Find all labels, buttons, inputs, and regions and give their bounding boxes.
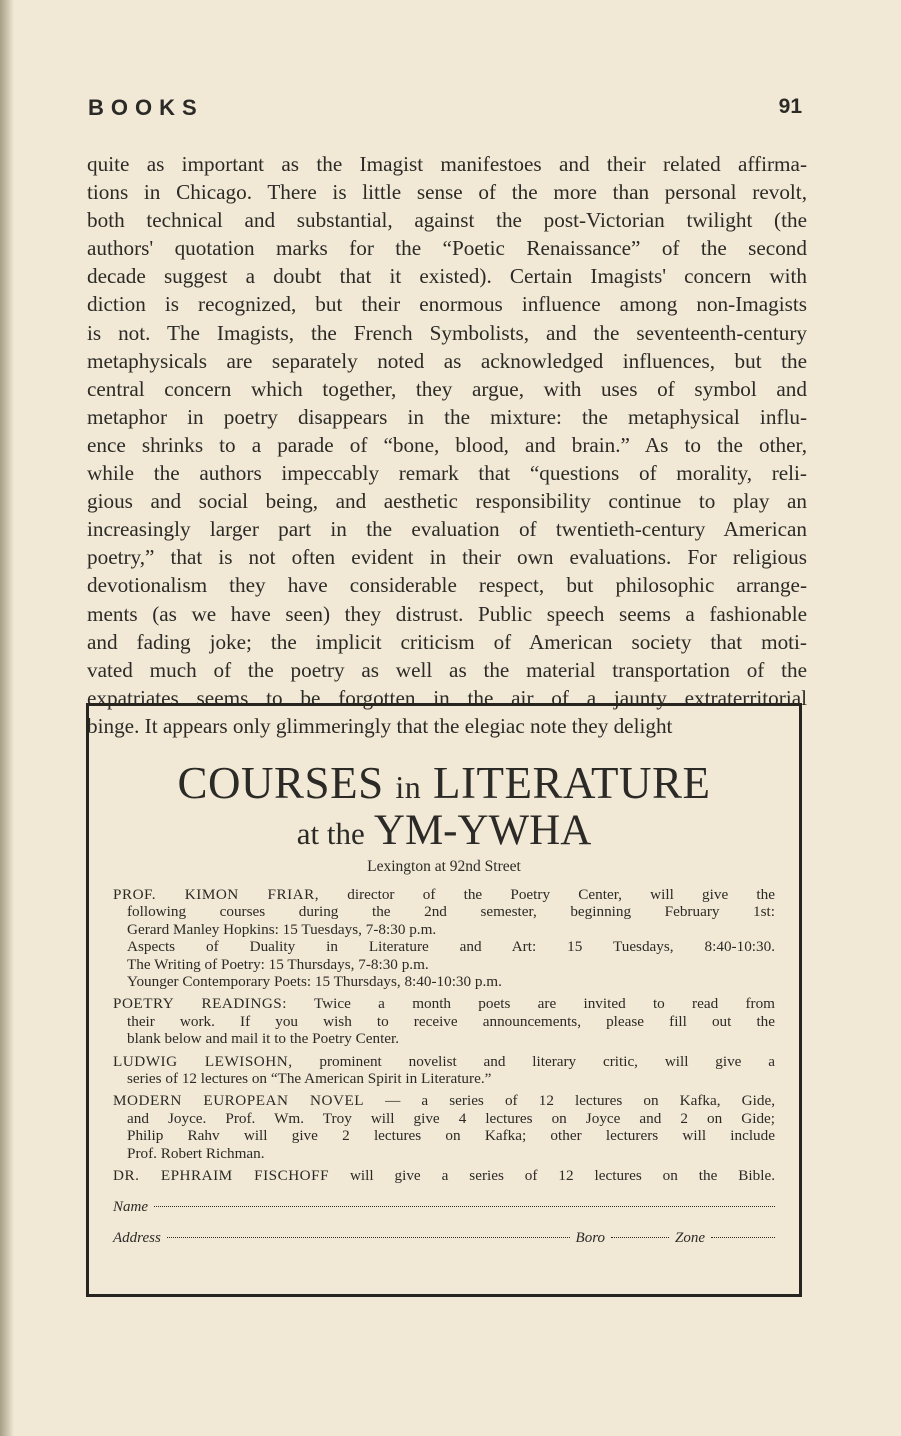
body-line: ments (as we have seen) they distrust. Public speech seems a fashionable (87, 601, 807, 626)
body-line: increasingly larger part in the evaluation of twentieth-century American (87, 517, 807, 542)
ad-listings (113, 886, 775, 1247)
course-item: Younger Contemporary Poets: 15 Thursdays, 8:40-10:30 p.m. (127, 973, 502, 991)
body-line: authors' quotation marks for the “Poetic Renaissance” of the second (87, 236, 807, 261)
form-address-line (113, 1230, 775, 1247)
advertisement-box (86, 703, 802, 1297)
zone-fill-line[interactable] (711, 1236, 775, 1238)
body-paragraph (87, 150, 807, 740)
body-line: metaphysicals are separately noted as acknowledged influences, but the (87, 348, 807, 373)
section-title: BOOKS (88, 95, 204, 120)
running-header (88, 95, 810, 135)
page-spine-shadow (0, 0, 14, 1436)
name-fill-line[interactable] (154, 1205, 775, 1207)
listing-text: Philip Rahv will give 2 lectures on Kafka; other lecturers will include (127, 1127, 775, 1145)
listing-text: Prof. Robert Richman. (127, 1144, 265, 1162)
listing-text: blank below and mail it to the Poetry Center. (127, 1030, 400, 1048)
listing-name: LUDWIG LEWISOHN, (113, 1052, 293, 1070)
ad-title-in: in (395, 769, 422, 805)
listing-text: their work. If you wish to receive announcements, please fill out the (127, 1012, 775, 1030)
body-line: central concern which together, they argue, with uses of symbol and (87, 376, 807, 401)
ad-subtitle-org: YM-YWHA (373, 807, 592, 854)
listing-text: — a series of 12 lectures on Kafka, Gide, (364, 1092, 775, 1110)
listing-text: series of 12 lectures on “The American Spirit in Literature.” (127, 1070, 492, 1088)
listing-name: PROF. KIMON FRIAR, (113, 886, 320, 903)
ad-title (89, 758, 799, 812)
form-zone-label: Zone (675, 1229, 705, 1246)
body-line: devotionalism they have considerable respect, but philosophic arrange- (87, 573, 807, 598)
address-fill-line[interactable] (167, 1236, 570, 1238)
listing-name: DR. EPHRAIM FISCHOFF (113, 1167, 330, 1185)
listing-name: MODERN EUROPEAN NOVEL (113, 1092, 364, 1110)
listing-name: POETRY READINGS: (113, 995, 287, 1013)
body-line: decade suggest a doubt that it existed). Certain Imagists' concern with (87, 264, 807, 289)
listing-text: and Joyce. Prof. Wm. Troy will give 4 lectures on Joyce and 2 on Gide; (127, 1109, 775, 1127)
listing-poetry-readings (113, 995, 775, 1047)
body-line: quite as important as the Imagist manifestoes and their related affirma- (87, 152, 807, 176)
form-address-label: Address (113, 1229, 161, 1246)
listing-text: prominent novelist and literary critic, will give a (292, 1052, 776, 1070)
body-line: metaphor in poetry disappears in the mixture: the metaphysical influ- (87, 404, 807, 429)
ad-title-literature: LITERATURE (433, 758, 711, 808)
ad-subtitle (89, 806, 799, 859)
body-line: is not. The Imagists, the French Symbolists, and the seventeenth-century (87, 320, 807, 345)
body-line: while the authors impeccably remark that “questions of morality, reli- (87, 461, 807, 486)
listing-text: Twice a month poets are invited to read from (286, 995, 775, 1013)
form-name-line (113, 1199, 775, 1216)
body-line: ence shrinks to a parade of “bone, blood, and brain.” As to the other, (87, 432, 807, 457)
form-name-label: Name (113, 1198, 148, 1215)
body-line: poetry,” that is not often evident in their own evaluations. For religious (87, 545, 807, 570)
body-line: expatriates seems to be forgotten in the air of a jaunty extraterritorial (87, 685, 807, 710)
listing-fischoff (113, 1167, 775, 1184)
form-boro-label: Boro (575, 1229, 605, 1246)
ad-address: Lexington at 92nd Street (367, 858, 521, 875)
listing-text: following courses during the 2nd semester, beginning February 1st: (127, 903, 775, 921)
body-line: gious and social being, and aesthetic responsibility continue to play an (87, 489, 807, 514)
listing-lewisohn (113, 1053, 775, 1088)
course-item: Aspects of Duality in Literature and Art: 15 Tuesdays, 8:40-10:30. (127, 938, 775, 956)
body-line: tions in Chicago. There is little sense of the more than personal revolt, (87, 180, 807, 205)
listing-friar (113, 886, 775, 990)
body-line: binge. It appears only glimmeringly that the elegiac note they delight (87, 713, 673, 738)
course-item: Gerard Manley Hopkins: 15 Tuesdays, 7-8:30 p.m. (127, 920, 437, 938)
page-number: 91 (778, 95, 802, 118)
boro-fill-line[interactable] (611, 1236, 669, 1238)
listing-text: director of the Poetry Center, will give the (319, 886, 775, 903)
body-line: vated much of the poetry as well as the material transportation of the (87, 657, 807, 682)
course-item: The Writing of Poetry: 15 Thursdays, 7-8:30 p.m. (127, 955, 429, 973)
listing-text: will give a series of 12 lectures on the Bible. (329, 1167, 775, 1185)
ad-title-courses: COURSES (177, 758, 384, 808)
ad-subtitle-at-the: at the (296, 816, 365, 851)
body-line: and fading joke; the implicit criticism of American society that moti- (87, 629, 807, 654)
listing-modern-novel (113, 1092, 775, 1162)
body-line: both technical and substantial, against the post-Victorian twilight (the (87, 208, 807, 233)
body-line: diction is recognized, but their enormous influence among non-Imagists (87, 292, 807, 317)
